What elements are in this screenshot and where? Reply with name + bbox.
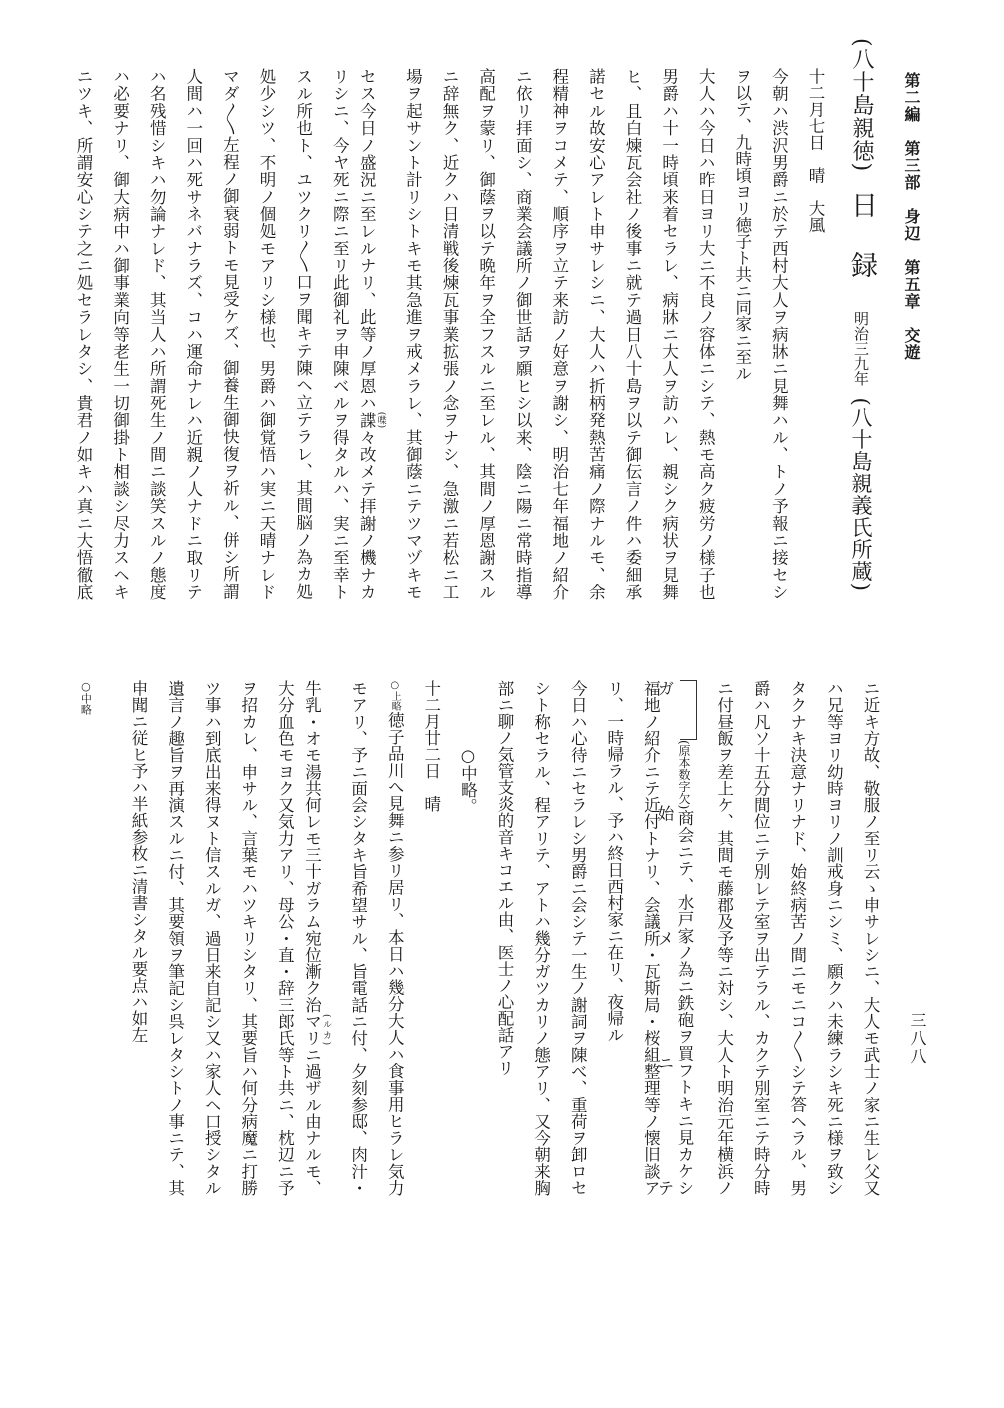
text-run: リシニ、今ヤ死ニ際ニ至リ此御礼ヲ申陳ベルヲ得タルハ、実ニ至幸ト	[330, 68, 350, 600]
text-column	[357, 68, 386, 601]
title-author: (八十島親徳)	[849, 38, 874, 173]
text-run: 十二月七日 晴 大風	[806, 68, 825, 233]
text-column	[128, 680, 148, 1196]
text-run: 場ヲ起サント計リシトキモ其急進ヲ戒メラレ、其御蔭ニテツマヅキモ	[403, 68, 423, 600]
text-column	[73, 68, 93, 600]
text-run: 処少シツ、不明ノ個処モアリシ様也、男爵ハ御覚悟ハ実ニ天晴ナレド	[257, 68, 276, 600]
text-run: 徳子品川へ見舞ニ参リ居リ、本日ハ幾分大人ハ食事用ヒラレ気力	[385, 711, 405, 1197]
text-run: 商会ニテ、水戸家ノ為ニ鉄砲ヲ買フトキニ見カケシガ始メニテ	[655, 680, 694, 1196]
text-column	[640, 680, 660, 1196]
text-column	[622, 68, 642, 600]
text-column	[567, 680, 587, 1196]
text-column	[421, 680, 441, 1196]
text-run: スル所也ト、ユツクリ〳〵口ヲ聞キテ陳ヘ立テラレ、其間脳ノ為カ処	[293, 68, 313, 600]
text-column	[329, 68, 349, 600]
title-owner: (八十島親義氏所蔵)	[849, 397, 873, 592]
text-run: 高配ヲ蒙リ、御蔭ヲ以テ晩年ヲ全フスルニ至レル、其間ノ厚恩謝スル	[476, 68, 496, 600]
text-run: 程精神ヲコメテ、順序ヲ立テ来訪ノ好意ヲ謝シ、明治七年福地ノ紹介	[549, 68, 569, 600]
text-column	[655, 680, 697, 1196]
text-column	[348, 680, 368, 1196]
text-run: 今朝ハ渋沢男爵ニ於テ西村大人ヲ病牀ニ見舞ハル、トノ予報ニ接セシ	[769, 68, 789, 600]
text-column	[274, 680, 294, 1196]
text-column	[750, 680, 770, 1196]
text-run: ハ名残惜シキハ勿論ナレド、其当人ハ所謂死生ノ間ニ談笑スルノ態度	[147, 68, 167, 600]
text-run: 大人ハ今日ハ昨日ヨリ大ニ不良ノ容体ニシテ、熱モ高ク疲労ノ様子也	[696, 68, 716, 600]
omission-mark: ○上略	[389, 680, 401, 712]
text-run: 大分血色モヨク又気力アリ、母公・直・辞三郎氏等ト共ニ、枕辺ニ予	[275, 680, 295, 1196]
text-column	[531, 680, 551, 1196]
text-run: ハ兄等ヨリ幼時ヨリノ訓戒身ニシミ、願クハ未練ラシキ死ニ様ヲ致シ	[824, 680, 844, 1196]
text-run: ハ必要ナリ、御大病中ハ御事業向等老生一切御掛ト相談シ尽力スヘキ	[110, 68, 130, 600]
text-run: ニ付昼飯ヲ差上ケ、其間モ藤郡及予等ニ対シ、大人ト明治元年横浜ノ	[714, 680, 734, 1196]
text-column	[805, 68, 825, 600]
text-column	[110, 68, 130, 600]
page-number: 三八八	[908, 1012, 927, 1066]
text-column	[256, 68, 276, 600]
text-column	[585, 68, 605, 600]
correction-annotation: (ルカ)	[321, 1013, 331, 1047]
text-column	[238, 680, 258, 1196]
document-title	[842, 38, 881, 592]
text-column	[714, 680, 734, 1196]
title-char-2: 録	[846, 251, 877, 279]
text-column	[219, 68, 239, 600]
text-run: ニ近キ方故、敬服ノ至リ云ゝ申サレシニ、大人モ武士ノ家ニ生レ父又	[861, 680, 880, 1196]
omission-mark	[75, 680, 95, 1196]
text-run: 申聞ニ従ヒ予ハ半紙参枚ニ清書シタル要点ハ如左	[129, 680, 148, 1043]
editorial-note: (原本数字欠)	[677, 740, 691, 810]
text-run: 十二月廿二日 晴	[421, 680, 441, 812]
running-header: 第二編 第三部 身辺 第五章 交遊	[902, 72, 921, 361]
text-run: ヒ、且白煉瓦会社ノ後事ニ就テ過日八十島ヲ以テ御伝言ノ件ハ委細承	[623, 68, 642, 600]
text-run: ○中略	[79, 680, 93, 715]
text-column	[384, 680, 404, 1196]
annotated-word: 諜 (喋)	[357, 411, 386, 429]
text-column	[695, 68, 715, 600]
text-run: 諾セル故安心アレト申サレシニ、大人ハ折柄発熱苦痛ノ際ナルモ、余	[586, 68, 606, 600]
text-run: セス今日ノ盛況ニ至レルナリ、此等ノ厚恩ハ	[357, 68, 377, 412]
text-run: 今日ハ心待ニセラレシ男爵ニ会シテ一生ノ謝詞ヲ陳べ、重荷ヲ卸ロセ	[568, 680, 588, 1196]
text-run: マダ〳〵左程ノ御衰弱トモ見受ケズ、御養生御快復ヲ祈ル、併シ所謂	[220, 68, 240, 600]
text-run: リ、一時帰ラル、予ハ終日西村家ニ在リ、夜帰ル	[604, 680, 624, 1043]
text-run: タクナキ決意ナリナド、始終病苦ノ間ニモニコ〳〵シテ答ヘラル、男	[787, 680, 807, 1196]
text-column	[768, 68, 788, 600]
title-char-1: 日	[846, 191, 877, 219]
text-run: 部ニ聊ノ気管支炎的音キコエル由、医士ノ心配話アリ	[495, 680, 514, 1076]
text-column	[659, 68, 679, 600]
text-run: ○中略。	[458, 746, 478, 815]
text-column	[494, 680, 514, 1196]
text-run: ツ事ハ到底出来得ヌト信スルガ、過日来自記シ又ハ家人ヘ口授シタル	[202, 680, 222, 1196]
text-column	[439, 68, 459, 600]
text-column	[402, 68, 422, 600]
text-run: 爵ハ凡ソ十五分間位ニテ別レテ室ヲ出テラル、カクテ別室ニテ時分時	[751, 680, 771, 1196]
text-run: ヲ招カレ、申サル、言葉モハツキリシタリ、其要旨ハ何分病魔ニ打勝	[238, 680, 258, 1196]
text-column	[165, 680, 185, 1196]
annotated-word: マリ (ルカ)	[302, 1013, 331, 1047]
text-run: ニ過ザル由ナルモ、	[302, 1046, 322, 1197]
text-run: 牛乳・オモ湯共何レモ三十ガラム宛位漸ク治	[302, 680, 322, 1013]
text-run: モアリ、予ニ面会シタキ旨希望サル、旨電話ニ付、夕刻参邸、肉汁・	[348, 680, 368, 1196]
correction-annotation: (喋)	[375, 411, 386, 429]
text-column	[549, 68, 569, 600]
missing-text-box	[680, 680, 697, 740]
text-column	[604, 680, 624, 1196]
text-column	[732, 68, 752, 600]
title-year: 明治三九年	[852, 311, 870, 387]
text-column	[787, 680, 807, 1196]
text-column	[302, 680, 331, 1197]
text-column	[823, 680, 843, 1196]
text-run: 々改メテ拝謝ノ機ナカ	[357, 428, 377, 601]
text-run: ヲ以テ、九時頃ヨリ徳子ト共ニ同家ニ至ル	[732, 68, 752, 382]
text-run: ニ依リ拝面シ、商業会議所ノ御世話ヲ願ヒシ以来、陰ニ陽ニ常時指導	[513, 68, 533, 600]
text-column	[146, 68, 166, 600]
text-column	[293, 68, 313, 600]
text-column	[183, 68, 203, 600]
text-column	[512, 68, 532, 600]
text-run: ニツキ、所謂安心シテ之ニ処セラレタシ、貴君ノ如キハ真ニ大悟徹底	[74, 68, 93, 600]
text-run: 福地ノ紹介ニテ近付トナリ、会議所・瓦斯局・桜組整理等ノ懐旧談ア	[641, 680, 661, 1196]
text-column	[476, 68, 496, 600]
text-run: シト称セラル、程アリテ、アトハ幾分ガツカリノ態アリ、又今朝来胸	[531, 680, 551, 1196]
text-run: 遺言ノ趣旨ヲ再演スルニ付、其要領ヲ筆記シ呉レタシトノ事ニテ、其	[165, 680, 185, 1196]
text-column	[201, 680, 221, 1196]
text-run: 人間ハ一回ハ死サネバナラズ、コハ運命ナレハ近親ノ人ナドニ取リテ	[183, 68, 203, 600]
text-run: ニ辞無ク、近クハ日清戦後煉瓦事業拡張ノ念ヲナシ、急激ニ若松ニ工	[440, 68, 459, 600]
omission-mark	[457, 680, 477, 815]
text-column	[860, 680, 880, 1196]
text-run: 男爵ハ十一時頃来着セラレ、病牀ニ大人ヲ訪ハレ、親シク病状ヲ見舞	[659, 68, 679, 600]
